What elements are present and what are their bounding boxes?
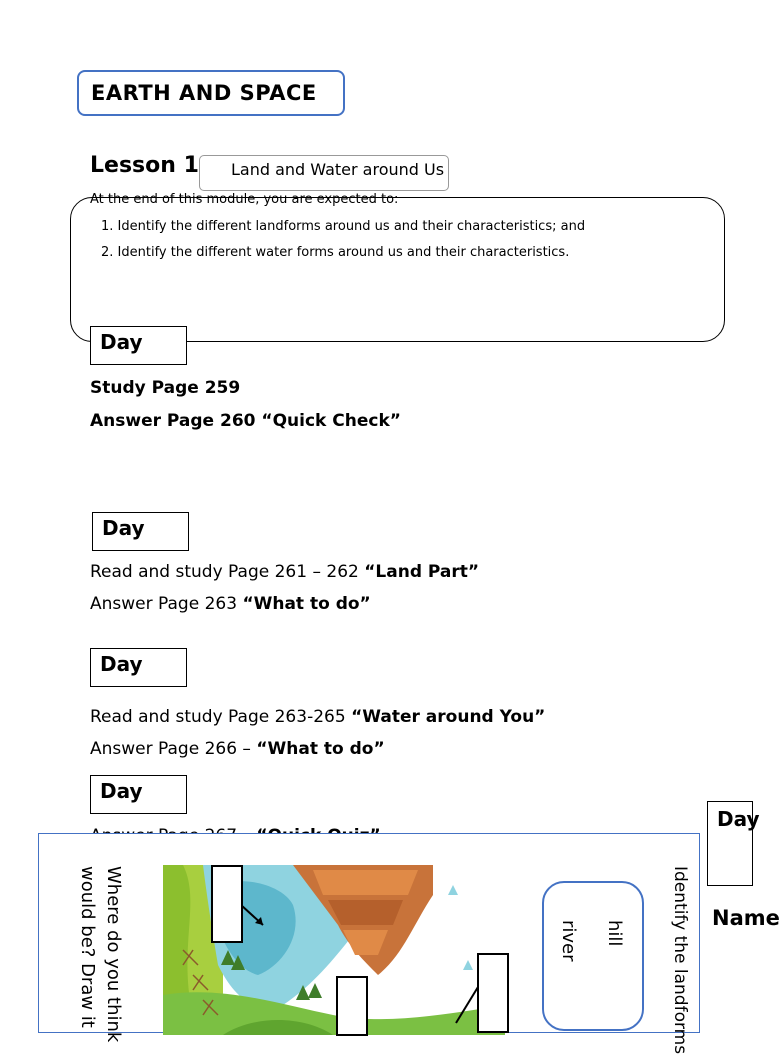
day2-line1 — [90, 562, 479, 582]
day3-line2 — [90, 739, 385, 759]
worksheet-prompt-line1: Where do you think — [103, 866, 124, 1043]
day-label: Day — [102, 516, 145, 540]
line-text: Read and study Page 263-265 — [90, 707, 352, 727]
day1-line2 — [90, 411, 401, 431]
line-text: Read and study Page 261 – 262 — [90, 562, 365, 582]
line-text: Answer Page 266 – — [90, 739, 257, 759]
day-label: Day — [100, 652, 143, 676]
lesson-label: Lesson 1 — [90, 153, 199, 178]
line-text: Answer Page 263 — [90, 594, 243, 614]
line-text: Answer Page 260 — [90, 411, 262, 431]
worksheet-prompt-line2: would be? Draw it — [77, 866, 98, 1028]
day-label: Day — [100, 779, 143, 803]
line-emphasis: “Land Part” — [364, 562, 480, 582]
side-day-box — [707, 801, 760, 886]
line-emphasis: “What to do” — [256, 739, 385, 759]
section-title: EARTH AND SPACE — [91, 81, 317, 105]
side-name-label: Name — [712, 906, 780, 930]
side-day-label: Day — [717, 807, 760, 831]
day1-line1 — [90, 378, 240, 398]
answer-box[interactable] — [211, 865, 243, 943]
day3-line1 — [90, 707, 545, 727]
line-emphasis: “What to do” — [242, 594, 371, 614]
section-title-box — [77, 70, 345, 116]
objectives-intro: At the end of this module, you are expected to: — [90, 192, 399, 207]
day2-line2 — [90, 594, 371, 614]
answer-box[interactable] — [336, 976, 368, 1036]
line-emphasis: “Quick Check” — [261, 411, 401, 431]
day-box — [92, 512, 189, 551]
line-text: Study Page 259 — [90, 378, 241, 398]
lesson-name: Land and Water around Us — [231, 160, 445, 179]
day-label: Day — [100, 330, 143, 354]
objective-item: 1. Identify the different landforms around us and their characteristics; and — [101, 219, 586, 234]
objective-item: 2. Identify the different water forms around us and their characteristics. — [101, 245, 570, 260]
day-box — [90, 648, 187, 687]
worksheet-instruction: Identify the landforms — [670, 866, 690, 1054]
answer-box[interactable] — [477, 953, 509, 1033]
day-box — [90, 775, 187, 814]
word-bank-item: river — [558, 920, 579, 962]
pointer-arrow — [450, 985, 480, 1025]
word-bank-item: hill — [604, 920, 625, 947]
day-box — [90, 326, 187, 365]
line-emphasis: “Water around You” — [351, 707, 546, 727]
